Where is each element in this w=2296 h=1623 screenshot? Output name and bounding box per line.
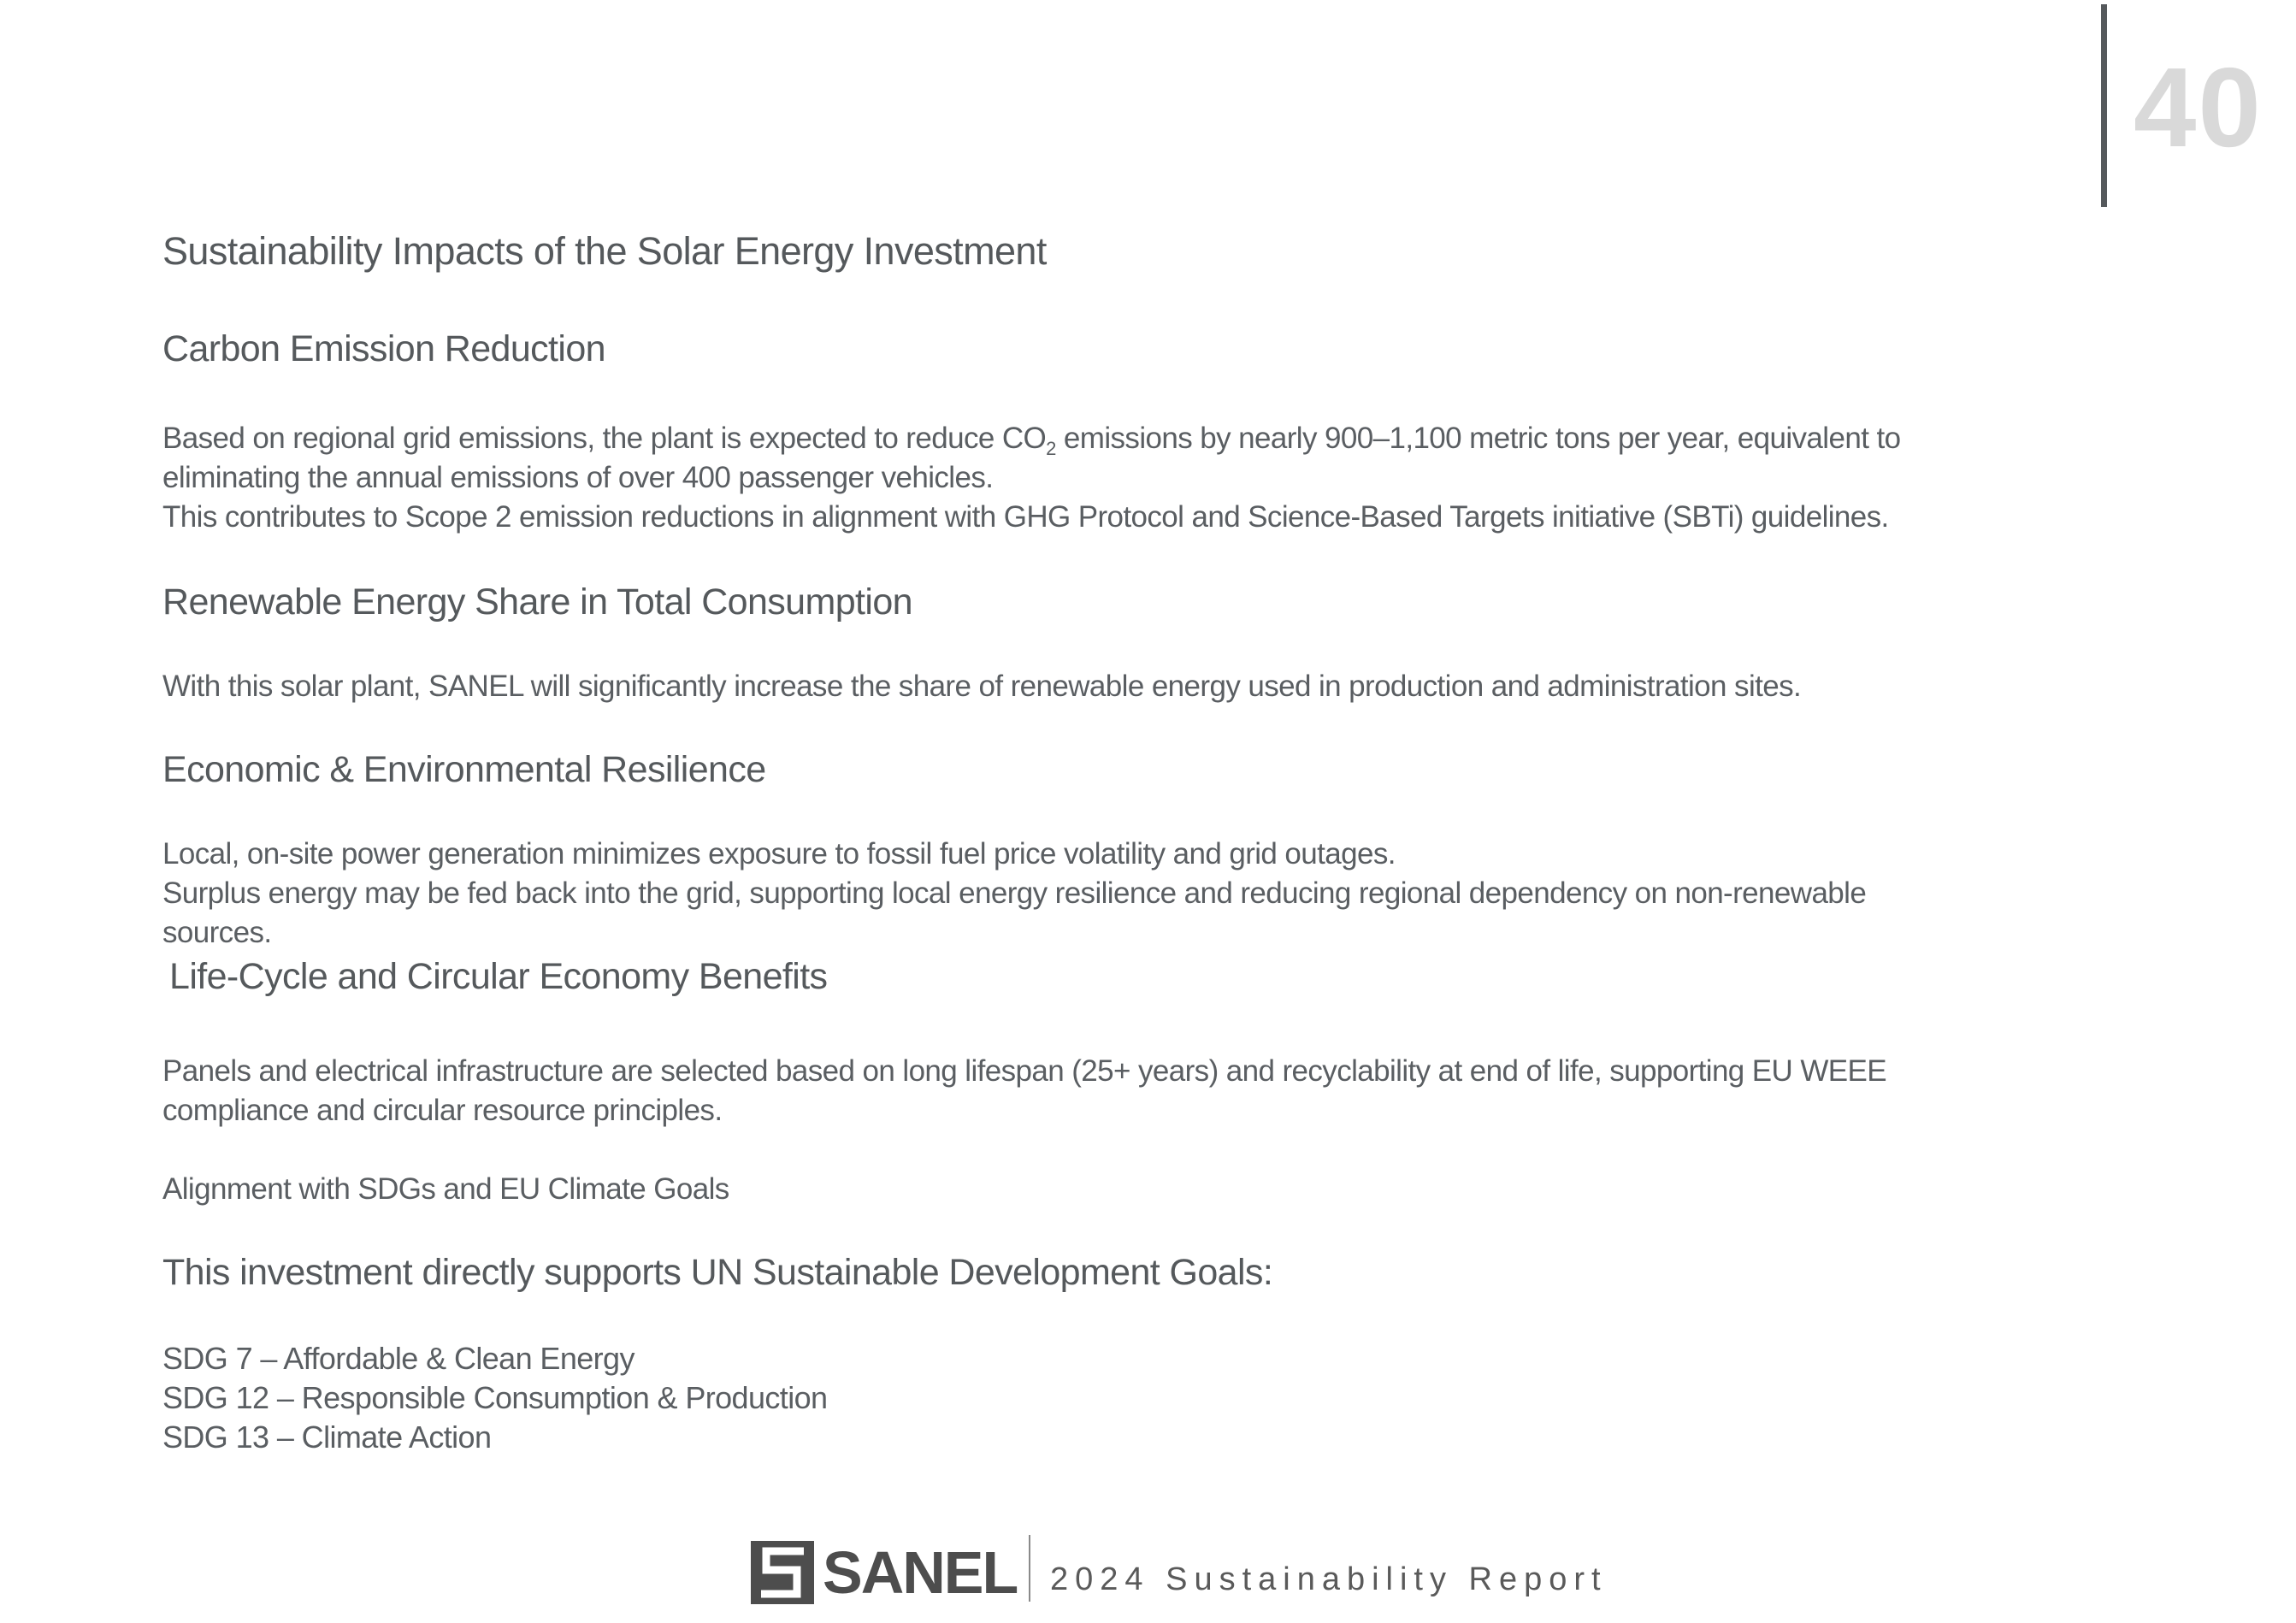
carbon-line-1-start: Based on regional grid emissions, the plant is expected to reduce CO (162, 422, 1047, 455)
alignment-line: Alignment with SDGs and EU Climate Goals (162, 1172, 729, 1206)
heading-life-cycle-circular-economy: Life-Cycle and Circular Economy Benefits (169, 956, 828, 997)
sanel-logo-icon (751, 1541, 814, 1604)
lifecycle-paragraph-line-2: compliance and circular resource principles. (162, 1094, 723, 1127)
heading-renewable-energy-share: Renewable Energy Share in Total Consumption (162, 581, 912, 623)
page-title: Sustainability Impacts of the Solar Energy Investment (162, 229, 1047, 273)
footer-logo (751, 1538, 1017, 1607)
co2-subscript: 2 (1046, 438, 1056, 459)
resilience-paragraph-line-3: sources. (162, 916, 272, 949)
carbon-paragraph-line-3: This contributes to Scope 2 emission reductions in alignment with GHG Protocol and Science-Based Targets initiative (SBTi) guidelines. (162, 500, 1889, 534)
page-number: 40 (2134, 44, 2263, 170)
lifecycle-paragraph-line-1: Panels and electrical infrastructure are selected based on long lifespan (25+ years) and recyclability at end of life, supporting EU WEEE (162, 1054, 1887, 1088)
carbon-paragraph-line-2: eliminating the annual emissions of over 400 passenger vehicles. (162, 461, 994, 494)
page-number-bar (2101, 4, 2107, 207)
sdg-item-13: SDG 13 – Climate Action (162, 1419, 492, 1455)
resilience-paragraph-line-1: Local, on-site power generation minimizes exposure to fossil fuel price volatility and grid outages. (162, 837, 1396, 871)
heading-carbon-emission-reduction: Carbon Emission Reduction (162, 328, 605, 369)
sdg-item-12: SDG 12 – Responsible Consumption & Production (162, 1380, 828, 1415)
heading-un-sdgs-support: This investment directly supports UN Sustainable Development Goals: (162, 1252, 1273, 1293)
carbon-line-1-end: emissions by nearly 900–1,100 metric tons per year, equivalent to (1055, 422, 1901, 455)
logo-wordmark: SANEL (823, 1539, 1018, 1606)
heading-economic-environmental-resilience: Economic & Environmental Resilience (162, 749, 766, 790)
footer-divider (1029, 1535, 1030, 1602)
renewable-paragraph-line-1: With this solar plant, SANEL will significantly increase the share of renewable energy used in production and administration sites. (162, 670, 1802, 703)
sdg-item-7: SDG 7 – Affordable & Clean Energy (162, 1341, 634, 1376)
resilience-paragraph-line-2: Surplus energy may be fed back into the grid, supporting local energy resilience and reducing regional dependency on non-renewable (162, 876, 1867, 910)
footer-report-label: 2024 Sustainability Report (1050, 1561, 1608, 1597)
